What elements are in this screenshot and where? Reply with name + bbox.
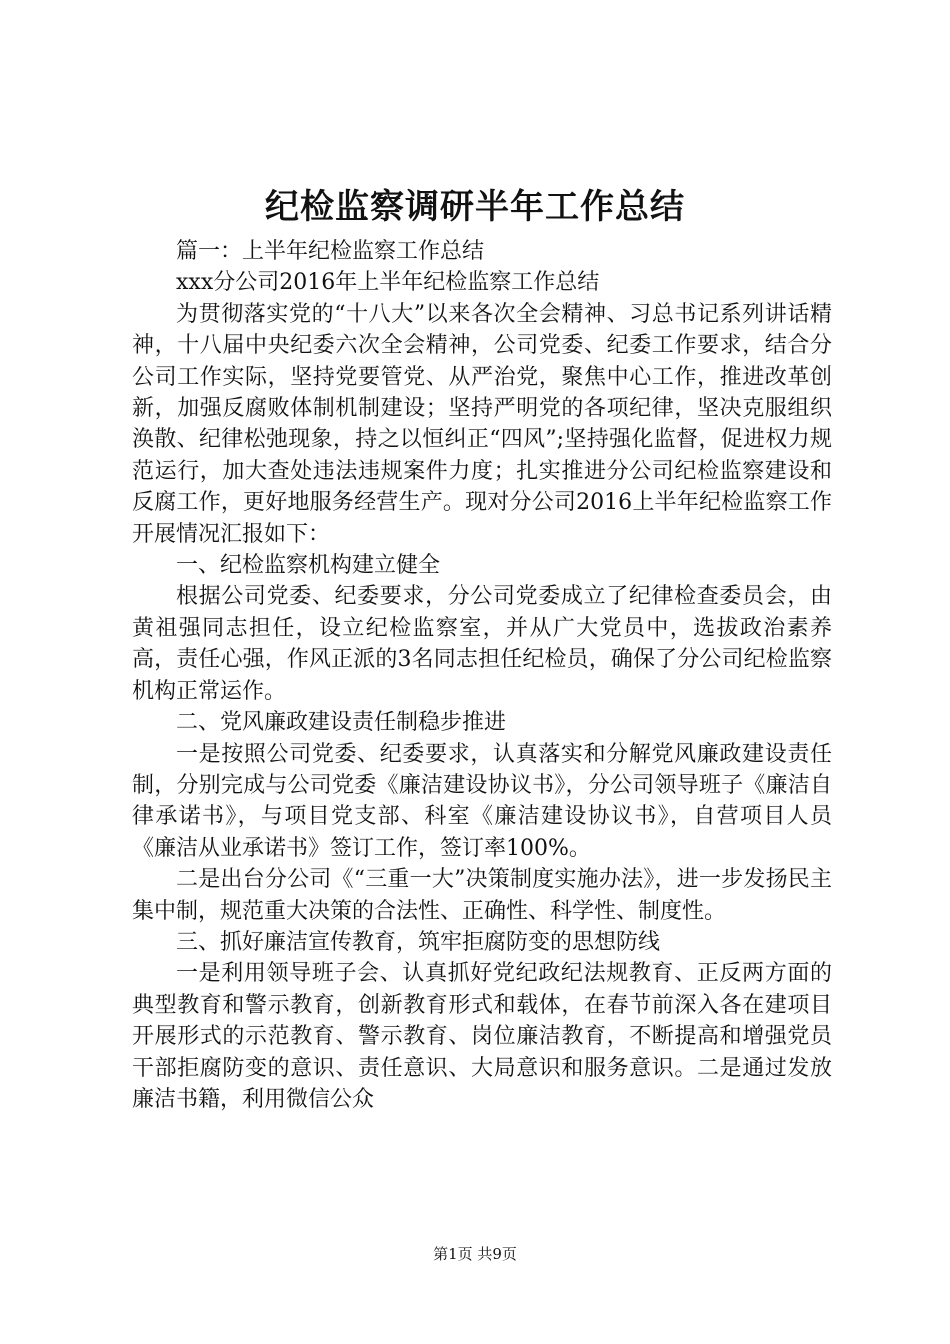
page-number-footer: 第1页 共9页 [433,1245,517,1263]
section-heading: 一、纪检监察机构建立健全 [176,553,441,579]
section-heading: 三、抓好廉洁宣传教育，筑牢拒腐防变的思想防线 [176,929,661,955]
body-paragraph: 根据公司党委、纪委要求，分公司党委成立了纪律检查委员会，由黄祖强同志担任，设立纪检监察室，并从广大党员中，选拔政治素养高，责任心强，作风正派的3名同志担任纪检员，确保了分公司纪检监察机构正常运作。 [132,584,832,704]
body-paragraph: 一是利用领导班子会、认真抓好党纪政纪法规教育、正反两方面的典型教育和警示教育，创新教育形式和载体，在春节前深入各在建项目开展形式的示范教育、警示教育、岗位廉洁教育，不断提高和增强党员干部拒腐防变的意识、责任意识、大局意识和服务意识。二是通过发放廉洁书籍，利用微信公众 [132,961,832,1112]
body-paragraph: 为贯彻落实党的“十八大”以来各次全会精神、习总书记系列讲话精神，十八届中央纪委六次全会精神，公司党委、纪委工作要求，结合分公司工作实际，坚持党要管党、从严治党，聚焦中心工作，推进改革创新，加强反腐败体制机制建设；坚持严明党的各项纪律，坚决克服组织涣散、纪律松弛现象，持之以恒纠正“四风”;坚持强化监督，促进权力规范运行，加大查处违法违规案件力度；扎实推进分公司纪检监察建设和反腐工作，更好地服务经营生产。现对分公司2016上半年纪检监察工作开展情况汇报如下： [132,301,832,547]
body-paragraph: 一是按照公司党委、纪委要求，认真落实和分解党风廉政建设责任制，分别完成与公司党委《廉洁建设协议书》，分公司领导班子《廉洁自律承诺书》，与项目党支部、科室《廉洁建设协议书》，自营项目人员《廉洁从业承诺书》签订工作，签订率100%。 [132,741,832,861]
document-title: 纪检监察调研半年工作总结 [265,187,685,227]
subtitle-paragraph: xxx分公司2016年上半年纪检监察工作总结 [176,270,600,296]
document-body [132,236,832,1115]
section-heading: 二、党风廉政建设责任制稳步推进 [176,710,507,736]
body-paragraph: 二是出台分公司《“三重一大”决策制度实施办法》，进一步发扬民主集中制，规范重大决策的合法性、正确性、科学性、制度性。 [132,867,832,924]
section-heading: 篇一：上半年纪检监察工作总结 [176,239,485,264]
